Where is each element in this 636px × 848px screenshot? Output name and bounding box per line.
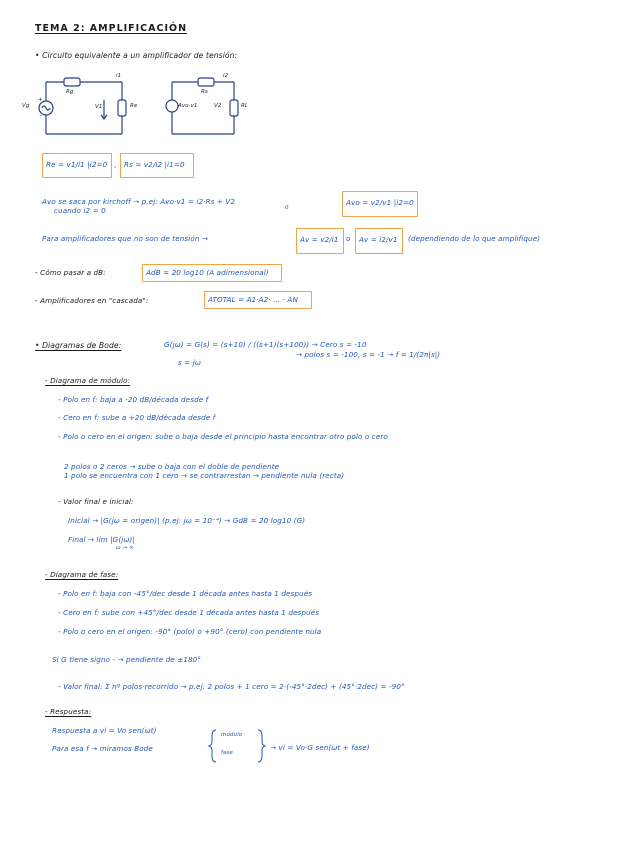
- or-word: o: [346, 234, 351, 243]
- valor-heading: - Valor final e inicial:: [58, 497, 134, 506]
- final-line: Final → lím |G(jω)|: [68, 535, 135, 544]
- modulo-item-zero: - Cero en f: sube a +20 dB/década desde f: [58, 413, 216, 422]
- modulo-note-cancel: 1 polo se encuentra con 1 cero → se contrarrestan → pendiente nula (recta): [64, 471, 345, 480]
- db-formula: AdB = 20 log10 (A adimensional): [146, 268, 269, 277]
- respuesta-line2: Para esa f → miramos Bode: [52, 744, 153, 753]
- db-label: - Cómo pasar a dB:: [35, 268, 106, 277]
- vg-label: Vg: [22, 103, 30, 109]
- rg-resistor: [64, 78, 80, 86]
- modulo-item-origin: - Polo o cero en el origen: sube o baja desde el principio hasta encontrar otro polo o cero: [58, 432, 388, 441]
- minus-sign: -: [40, 113, 43, 119]
- re-label: Re: [130, 103, 138, 109]
- brace-modulo-label: módulo: [221, 732, 243, 738]
- rs-resistor: [198, 78, 214, 86]
- i2-label: i2: [223, 73, 229, 79]
- bode-heading: • Diagramas de Bode:: [35, 341, 122, 350]
- respuesta-result: → vi = Vo·G sen(ωt + fase): [270, 743, 370, 752]
- re-formula: Re = v1/i1 |i2=0: [46, 160, 108, 169]
- fase-item-pole: - Polo en f: baja con -45°/dec desde 1 década antes hasta 1 después: [58, 589, 313, 598]
- avo-zero-note: 0: [285, 205, 289, 211]
- fase-sign-note: Si G tiene signo - → pendiente de ±180°: [52, 655, 202, 664]
- v2-label: V2: [214, 103, 222, 109]
- avo-condition-text: cuando i2 = 0: [54, 206, 106, 215]
- cascade-formula: ATOTAL = A1·A2· ... · AN: [208, 295, 298, 304]
- cascade-label: - Amplificadores en "cascada":: [35, 296, 149, 305]
- fase-item-origin: - Polo o cero en el origen: -90° (polo) o +90° (cero) con pendiente nula: [58, 627, 322, 636]
- valor-final-line: - Valor final: Σ nº polos·recorrido → p.ej: 2 polos + 1 cero = 2·(-45°·2dec) + (45°·2dec) = -90°: [58, 682, 405, 691]
- amplify-dependency-note: (dependiendo de lo que amplifique): [408, 234, 541, 243]
- bode-poles: → polos s = -100, s = -1 → f = 1/(2π|s|): [296, 350, 441, 359]
- rl-resistor: [230, 100, 238, 116]
- other-amplifiers-text: Para amplificadores que no son de tensión →: [42, 234, 209, 243]
- v1-label: V1: [95, 104, 103, 110]
- bode-transfer-function: G(jω) = G(s) = (s+10) / ((s+1)(s+100)) → Cero s = -10: [164, 340, 367, 349]
- rl-label: RL: [241, 103, 249, 109]
- respuesta-line1: Respuesta a vi = Vo sen(ωt): [52, 726, 157, 735]
- separator-comma: ,: [114, 160, 117, 169]
- fase-item-zero: - Cero en f: sube con +45°/dec desde 1 década antes hasta 1 después: [58, 608, 320, 617]
- fase-heading: - Diagrama de fase:: [45, 570, 119, 579]
- rg-label: Rg: [66, 89, 74, 95]
- right-brace-icon: [258, 730, 265, 762]
- avo-formula: Avo = v2/v1 |i2=0: [346, 198, 414, 207]
- avo-kirchoff-text: Avo se saca por kirchoff → p.ej: Avo·v1 = i2·Rs + V2: [42, 197, 236, 206]
- final-limit-sub: ω → ∞: [116, 545, 134, 551]
- avo-source-label: Avo·v1: [178, 103, 198, 109]
- plus-sign: +: [38, 97, 43, 103]
- inicial-line: Inicial → |G(jω = origen)| (p.ej: jω = 10⁻⁴) → GdB = 20 log10 (G): [68, 516, 306, 525]
- rs-formula: Rs = v2/i2 |i1=0: [124, 160, 185, 169]
- av-current-formula: Av = v2/i1: [300, 235, 339, 244]
- av-transconductance-formula: Av = i2/v1: [359, 235, 398, 244]
- modulo-heading: - Diagrama de módulo:: [45, 376, 131, 385]
- page-title: TEMA 2: AMPLIFICACIÓN: [35, 23, 188, 34]
- bode-s-substitution: s = jω: [178, 358, 201, 367]
- rs-label: Rs: [201, 89, 208, 95]
- circuit-heading: • Circuito equivalente a un amplificador de tensión:: [35, 51, 238, 60]
- brace-fase-label: fase: [221, 750, 233, 756]
- re-resistor: [118, 100, 126, 116]
- left-brace-icon: [209, 730, 216, 762]
- modulo-note-double: 2 polos o 2 ceros → sube o baja con el doble de pendiente: [64, 462, 280, 471]
- dependent-source-symbol: [166, 100, 178, 112]
- i1-label: i1: [116, 73, 122, 79]
- respuesta-heading: - Respuesta:: [45, 707, 92, 716]
- modulo-item-pole: - Polo en f: baja a -20 dB/década desde f: [58, 395, 209, 404]
